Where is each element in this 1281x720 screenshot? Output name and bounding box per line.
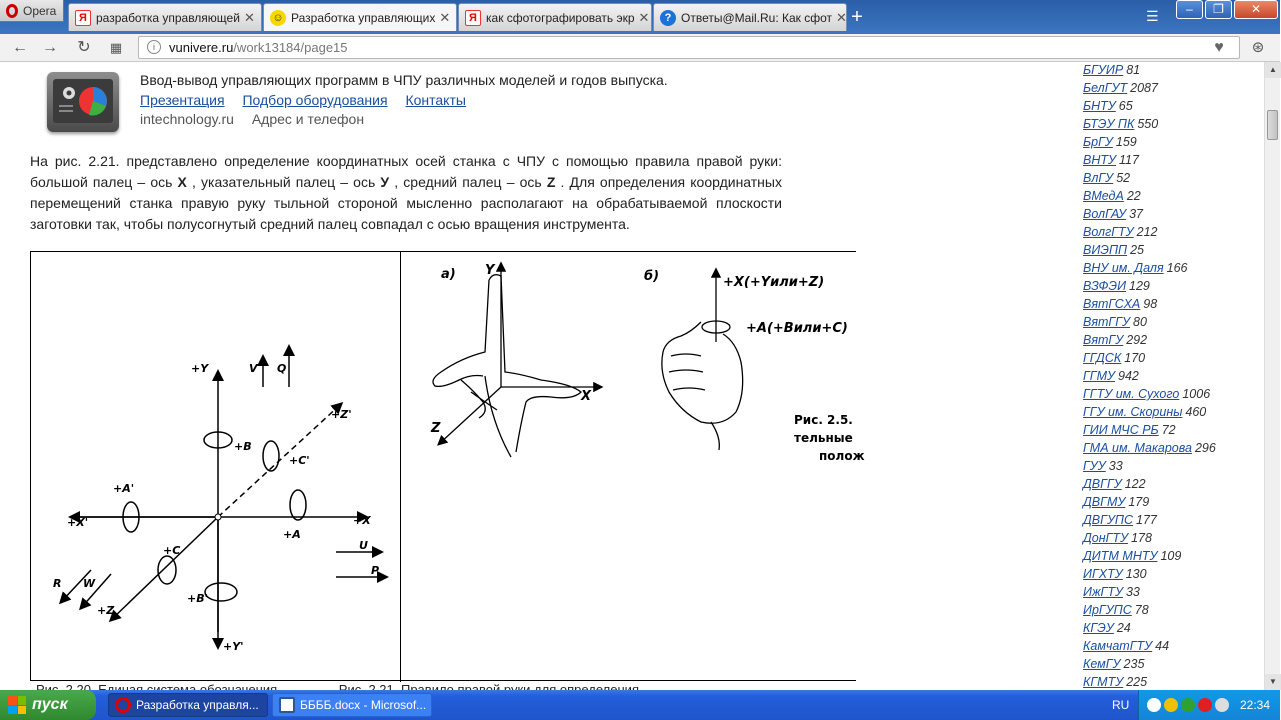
article-paragraph	[30, 151, 782, 235]
university-link[interactable]: ВНУ им. Даля	[1083, 261, 1164, 275]
university-count: 177	[1136, 513, 1157, 527]
promo-link-presentation[interactable]: Презентация	[140, 92, 225, 108]
university-list-item	[1083, 169, 1263, 187]
university-link[interactable]: ВятГСХА	[1083, 297, 1141, 311]
university-list-item	[1083, 205, 1263, 223]
axis-x-bold: X	[177, 174, 187, 190]
university-list-item	[1083, 619, 1263, 637]
university-link[interactable]: КамчатГТУ	[1083, 639, 1153, 653]
extensions-icon[interactable]: ⊛	[1251, 39, 1265, 56]
tab-title: разработка управляющей	[96, 10, 240, 25]
taskbar-item-opera[interactable]	[108, 693, 268, 717]
label-a-rule: +A(+Bили+C)	[746, 321, 848, 336]
university-link[interactable]: КГЭУ	[1083, 621, 1114, 635]
university-list-item	[1083, 475, 1263, 493]
language-indicator[interactable]: RU	[1112, 698, 1130, 712]
axis-z-bold: Z	[546, 174, 556, 190]
university-link[interactable]: ВолГАУ	[1083, 207, 1127, 221]
label-q: Q	[277, 362, 287, 375]
scroll-down-icon[interactable]: ▼	[1265, 674, 1281, 690]
axis-y-bold: У	[380, 174, 390, 190]
promo-logo-icon	[47, 72, 119, 132]
university-count: 550	[1137, 117, 1159, 131]
speed-dial-icon[interactable]: ▦	[109, 40, 123, 55]
tray-app-icon[interactable]	[1164, 698, 1178, 712]
opera-icon	[115, 697, 131, 713]
tab-title: Разработка управляющих	[291, 10, 436, 25]
university-link[interactable]: БелГУТ	[1083, 81, 1128, 95]
promo-link-contacts[interactable]: Контакты	[405, 92, 466, 108]
taskbar-item-label: Разработка управля...	[136, 698, 259, 712]
promo-link-equipment[interactable]: Подбор оборудования	[242, 92, 388, 108]
start-button[interactable]	[0, 690, 96, 720]
university-list-item	[1083, 349, 1263, 367]
para-text-1: На рис. 2.21. представлено определение координатных осей станка с ЧПУ с помощью правила правой руки: большой палец – ось	[30, 153, 782, 190]
promo-site	[140, 111, 378, 127]
promo-site-address[interactable]: Адрес и телефон	[251, 111, 365, 127]
tab-bar	[0, 0, 1280, 34]
university-link[interactable]: ДВГУПС	[1083, 513, 1134, 527]
university-link[interactable]: ВМедА	[1083, 189, 1124, 203]
university-link[interactable]: ИжГТУ	[1083, 585, 1123, 599]
label-a: а)	[441, 267, 456, 282]
university-count: 22	[1126, 189, 1141, 203]
smile-icon: ☺	[270, 10, 286, 26]
tab-3[interactable]	[458, 3, 652, 31]
label-r: R	[53, 577, 62, 590]
university-list-item	[1083, 331, 1263, 349]
university-list-item	[1083, 313, 1263, 331]
university-link[interactable]: ГГУ им. Скорины	[1083, 405, 1183, 419]
university-count: 942	[1118, 369, 1139, 383]
label-fig3: полож	[819, 449, 865, 463]
tray-flag-icon[interactable]	[1215, 698, 1229, 712]
university-count: 98	[1143, 297, 1158, 311]
university-count: 80	[1133, 315, 1147, 329]
university-count: 292	[1126, 333, 1148, 347]
url-host: vunivere.ru	[169, 40, 234, 55]
university-count: 212	[1136, 225, 1158, 239]
maximize-button[interactable]: ❐	[1205, 0, 1232, 19]
label-plus-b-prime: +B'	[187, 592, 208, 605]
tab-4[interactable]	[653, 3, 847, 31]
label-plus-c-prime: +C'	[289, 454, 310, 467]
university-list-item	[1083, 61, 1263, 79]
university-link[interactable]: ДИТМ МНТУ	[1083, 549, 1158, 563]
label-plus-a: +A	[283, 528, 301, 541]
label-plus-z-prime: +Z'	[331, 408, 352, 421]
university-link[interactable]: БТЭУ ПК	[1083, 117, 1135, 131]
university-link[interactable]: ВятГГУ	[1083, 315, 1131, 329]
reload-button[interactable]: ↻	[77, 39, 91, 56]
university-count: 166	[1166, 261, 1188, 275]
university-list-item	[1083, 637, 1263, 655]
university-count: 179	[1128, 495, 1150, 509]
scroll-up-icon[interactable]: ▲	[1265, 62, 1281, 78]
label-plus-a-prime: +A'	[113, 482, 135, 495]
university-count: 170	[1124, 351, 1146, 365]
university-list-item	[1083, 529, 1263, 547]
label-u: U	[359, 539, 368, 552]
para-text-4: . Для определения координатных перемещений станка правую руку тыльной стороной мысленно располагают на обрабатываемой плоскости заготовки так, чтобы полусогнутый средний палец совпадал с осью вращения инструмента.	[30, 174, 782, 232]
university-link[interactable]: ВлГУ	[1083, 171, 1114, 185]
label-plus-y: +Y	[191, 362, 209, 375]
tab-title: Ответы@Mail.Ru: Как сфот	[681, 10, 833, 25]
para-text-3: , средний палец – ось	[389, 174, 547, 190]
university-link[interactable]: БГУИР	[1083, 63, 1124, 77]
university-link[interactable]: ВИЭПП	[1083, 243, 1128, 257]
university-count: 235	[1123, 657, 1145, 671]
new-tab-button[interactable]: +	[851, 6, 863, 28]
tray-arrow-icon[interactable]	[1147, 698, 1161, 712]
university-list-item	[1083, 187, 1263, 205]
university-count: 129	[1129, 279, 1150, 293]
label-p: P	[371, 564, 380, 577]
vertical-scrollbar[interactable]	[1264, 62, 1280, 690]
university-link[interactable]: ВятГУ	[1083, 333, 1124, 347]
minimize-button[interactable]: –	[1176, 0, 1203, 19]
university-list-item	[1083, 259, 1263, 277]
windows-logo-icon	[8, 696, 26, 714]
label-z: Z	[431, 421, 441, 436]
university-list-item	[1083, 439, 1263, 457]
university-count: 33	[1125, 585, 1140, 599]
forward-button[interactable]: →	[42, 39, 58, 56]
university-link[interactable]: ГУУ	[1083, 459, 1106, 473]
tab-2-active[interactable]	[263, 3, 457, 31]
university-list-item	[1083, 493, 1263, 511]
university-count: 78	[1134, 603, 1149, 617]
university-list-item	[1083, 673, 1263, 691]
university-count: 33	[1108, 459, 1123, 473]
system-tray	[1138, 690, 1280, 720]
university-list-item	[1083, 133, 1263, 151]
university-list-item	[1083, 421, 1263, 439]
university-list-item	[1083, 565, 1263, 583]
university-link[interactable]: ДонГТУ	[1083, 531, 1129, 545]
university-count: 225	[1126, 675, 1148, 689]
university-list-item	[1083, 403, 1263, 421]
label-b: б)	[644, 269, 660, 284]
page-content	[0, 62, 1264, 690]
figure-axes	[30, 251, 865, 681]
close-window-button[interactable]: ✕	[1234, 0, 1278, 19]
start-label: пуск	[32, 696, 68, 713]
university-list-item	[1083, 367, 1263, 385]
label-fig2: тельные	[794, 431, 853, 445]
university-count: 65	[1118, 99, 1133, 113]
university-count: 81	[1126, 63, 1141, 77]
university-count: 72	[1161, 423, 1176, 437]
taskbar-item-word[interactable]	[272, 693, 432, 717]
label-w: W	[83, 577, 96, 590]
university-count: 44	[1155, 639, 1170, 653]
university-list-item	[1083, 97, 1263, 115]
university-list-item	[1083, 601, 1263, 619]
university-list-item	[1083, 547, 1263, 565]
university-list-item	[1083, 655, 1263, 673]
mail-answers-icon: ?	[660, 10, 676, 26]
university-list-item	[1083, 223, 1263, 241]
promo-links	[140, 92, 480, 108]
university-count: 109	[1160, 549, 1182, 563]
opera-menu-label: Opera	[23, 3, 57, 18]
university-link[interactable]: ИГХТУ	[1083, 567, 1123, 581]
yandex-icon: Я	[75, 10, 91, 26]
tab-menu-icon[interactable]: ☰	[1146, 8, 1159, 24]
url-path: /work13184/page15	[233, 40, 348, 55]
label-plus-x: +X	[353, 514, 371, 527]
label-plus-b: +B	[234, 440, 252, 453]
university-link[interactable]: ВолгГТУ	[1083, 225, 1134, 239]
window-controls	[1174, 0, 1278, 19]
university-link[interactable]: БрГУ	[1083, 135, 1113, 149]
university-count: 25	[1130, 243, 1144, 257]
promo-description: Ввод-вывод управляющих программ в ЧПУ различных моделей и годов выпуска.	[140, 72, 668, 88]
university-count: 52	[1116, 171, 1131, 185]
university-count: 130	[1125, 567, 1147, 581]
yandex-icon: Я	[465, 10, 481, 26]
university-link[interactable]: КемГУ	[1083, 657, 1121, 671]
label-plus-z: +Z	[97, 604, 115, 617]
university-count: 159	[1115, 135, 1137, 149]
university-link[interactable]: ГИИ МЧС РБ	[1083, 423, 1159, 437]
university-list-item	[1083, 511, 1263, 529]
university-list-item	[1083, 277, 1263, 295]
scroll-thumb[interactable]	[1267, 110, 1278, 140]
promo-site-domain[interactable]: intechnology.ru	[140, 111, 234, 127]
university-count: 117	[1119, 153, 1139, 167]
university-link[interactable]: ВНТУ	[1083, 153, 1116, 167]
university-count: 122	[1124, 477, 1146, 491]
university-list-item	[1083, 241, 1263, 259]
site-info-icon[interactable]: i	[147, 40, 161, 54]
label-x: X	[581, 389, 592, 404]
university-list-item	[1083, 583, 1263, 601]
tray-yandex-icon[interactable]	[1198, 698, 1212, 712]
university-list-item	[1083, 115, 1263, 133]
bookmark-heart-icon[interactable]: ♥	[1214, 39, 1224, 56]
university-count: 296	[1194, 441, 1216, 455]
university-list-item	[1083, 385, 1263, 403]
close-tab-icon[interactable]: ✕	[439, 9, 451, 25]
university-count: 1006	[1182, 387, 1211, 401]
university-list-item	[1083, 151, 1263, 169]
taskbar	[0, 690, 1280, 720]
opera-logo-icon	[6, 4, 18, 18]
university-count: 37	[1129, 207, 1144, 221]
university-count: 24	[1116, 621, 1131, 635]
para-text-2: , указательный палец – ось	[186, 174, 381, 190]
university-link[interactable]: БНТУ	[1083, 99, 1116, 113]
university-count: 178	[1131, 531, 1152, 545]
label-fig: Рис. 2.5.	[794, 413, 853, 427]
back-button[interactable]: ←	[12, 39, 28, 56]
right-hand-diagram	[401, 252, 865, 470]
university-link[interactable]: КГМТУ	[1083, 675, 1124, 689]
university-link[interactable]: ГМА им. Макарова	[1083, 441, 1192, 455]
university-count: 2087	[1130, 81, 1158, 95]
label-plus-y-prime: +Y'	[223, 640, 244, 653]
tray-network-icon[interactable]	[1181, 698, 1195, 712]
address-bar	[0, 34, 1280, 62]
close-tab-icon[interactable]: ✕	[638, 9, 650, 25]
tab-title: как сфотографировать экр	[486, 10, 635, 25]
label-v: V	[249, 362, 258, 375]
university-list-item	[1083, 79, 1263, 97]
university-link[interactable]: ДВГГУ	[1083, 477, 1122, 491]
word-icon	[279, 697, 295, 713]
close-tab-icon[interactable]: ✕	[836, 9, 847, 25]
label-plus-c: +C	[163, 544, 181, 557]
opera-menu-button[interactable]	[0, 0, 64, 22]
university-list	[1083, 61, 1263, 691]
url-field[interactable]	[138, 36, 1240, 59]
label-y: Y	[485, 263, 495, 278]
close-tab-icon[interactable]: ✕	[244, 9, 255, 25]
university-link[interactable]: ГГДСК	[1083, 351, 1122, 365]
university-link[interactable]: ГГТУ им. Сухого	[1083, 387, 1180, 401]
label-x-rule: +X(+Yили+Z)	[723, 275, 825, 290]
university-link[interactable]: ГГМУ	[1083, 369, 1116, 383]
university-list-item	[1083, 295, 1263, 313]
clock: 22:34	[1240, 698, 1271, 712]
university-link[interactable]: ВЗФЭИ	[1083, 279, 1127, 293]
label-plus-x-prime: +X'	[67, 516, 89, 529]
university-link[interactable]: ИрГУПС	[1083, 603, 1132, 617]
university-count: 460	[1185, 405, 1207, 419]
taskbar-item-label: ББББ.docx - Microsof...	[300, 698, 427, 712]
axes-diagram	[31, 252, 400, 682]
university-link[interactable]: ДВГМУ	[1083, 495, 1126, 509]
tab-1[interactable]	[68, 3, 262, 31]
university-list-item	[1083, 457, 1263, 475]
